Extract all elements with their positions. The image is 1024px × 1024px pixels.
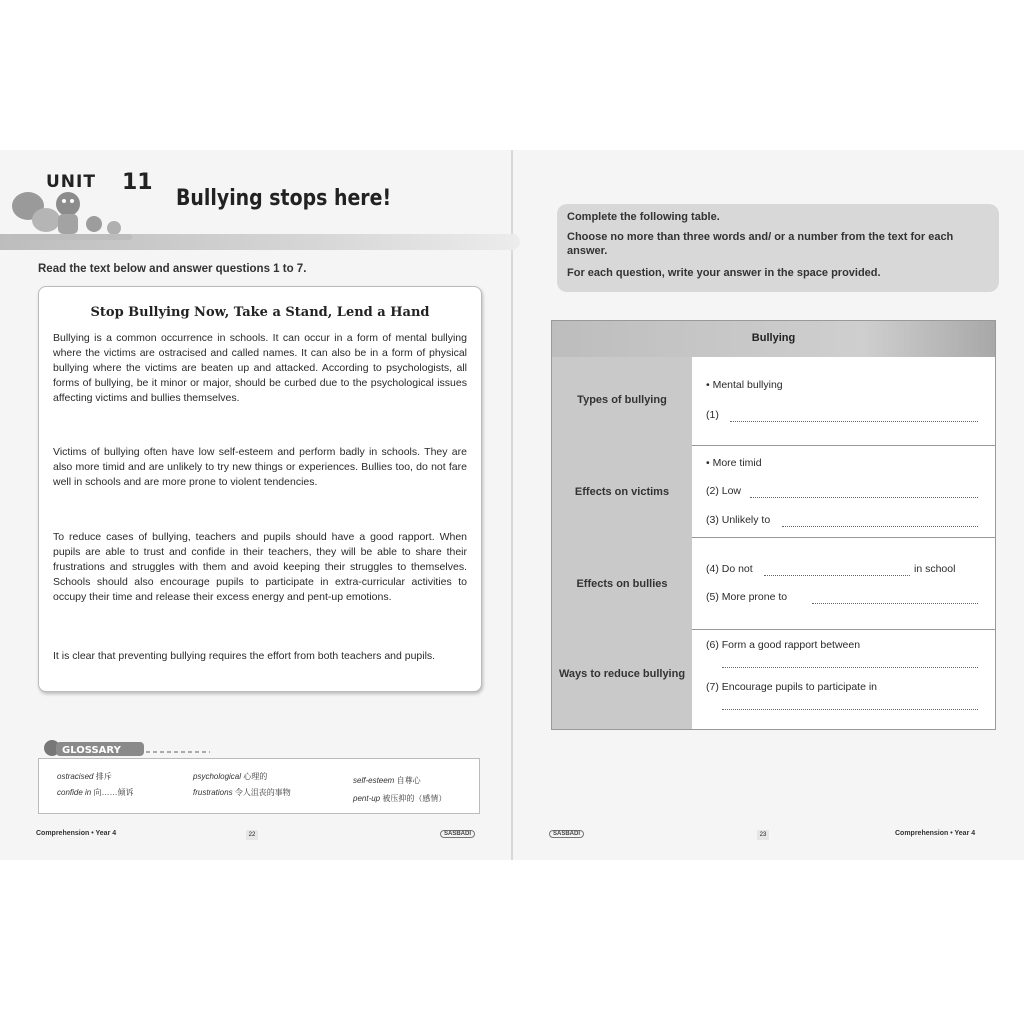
page-number: 23	[757, 830, 769, 840]
answer-blank-6[interactable]	[722, 667, 978, 668]
row-label: Effects on victims	[574, 486, 670, 498]
reading-instruction: Read the text below and answer questions 1 to 7.	[38, 263, 307, 275]
table-header-label: Bullying	[751, 332, 796, 344]
passage-paragraph: Victims of bullying often have low self-esteem and perform badly in schools. They are also more timid and are unlikely to try new things or experiences. Bullies too, do not fare well in schools and are more prone to violent tendencies.	[53, 446, 467, 488]
glossary-entry: psychological 心理的	[193, 772, 268, 781]
glossary-box	[38, 758, 480, 814]
row-divider	[692, 537, 995, 538]
answer-number: (6) Form a good rapport between	[706, 639, 861, 651]
glossary-entry: pent-up 被压抑的（感情）	[353, 794, 447, 803]
passage-paragraph: Bullying is a common occurrence in schools. It can occur in a form of mental bullying where the victims are ostracised and called names. It can also be in a form of physical bullying where the victims are beaten up and attacked. According to psychologists, all forms of bullying, be it minor or major, should be curbed due to the psychological issues affecting victims and bullies themselves.	[53, 332, 467, 404]
answer-number: (4) Do not	[706, 563, 753, 575]
glossary-entry: self-esteem 自尊心	[353, 776, 421, 785]
footer-book-title: Comprehension • Year 4	[895, 830, 976, 837]
answer-blank-7[interactable]	[722, 709, 978, 710]
publisher-logo: SASBADI	[549, 830, 584, 838]
answer-blank-3[interactable]	[782, 526, 978, 527]
table-header	[552, 321, 995, 357]
row-item: • More timid	[706, 457, 762, 469]
bullying-table	[551, 320, 996, 730]
answer-blank-1[interactable]	[730, 421, 978, 422]
answer-number: (1)	[706, 409, 719, 421]
footer-book-title: Comprehension • Year 4	[36, 830, 117, 837]
right-page	[513, 150, 1024, 860]
passage-title: Stop Bullying Now, Take a Stand, Lend a Hand	[90, 305, 430, 320]
answer-blank-2[interactable]	[750, 497, 978, 498]
row-label: Types of bullying	[577, 394, 667, 406]
glossary-title: GLOSSARY	[62, 745, 121, 756]
glossary-entry: frustrations 令人沮丧的事物	[193, 788, 291, 797]
left-page	[0, 150, 511, 860]
row-item: in school	[914, 563, 956, 575]
row-label: Ways to reduce bullying	[558, 668, 686, 680]
unit-title: Bullying stops here!	[176, 186, 392, 211]
instruction-line: Choose no more than three words and/ or a number from the text for each answer.	[567, 231, 954, 257]
instruction-line: For each question, write your answer in the space provided.	[567, 267, 881, 279]
passage-box	[38, 286, 482, 692]
answer-number: (3) Unlikely to	[706, 514, 771, 526]
glossary-entry: ostracised 排斥	[57, 772, 112, 781]
instruction-line: Complete the following table.	[567, 211, 720, 223]
row-item: • Mental bullying	[706, 379, 783, 391]
row-divider	[692, 629, 995, 630]
passage-paragraph: To reduce cases of bullying, teachers and pupils should have a good rapport. When pupils are able to trust and confide in their teachers, they will be able to share their frustrations and struggles with them and avoid keeping their struggles to themselves. Schools should also encourage pupils to participate in extra-curricular activities to occupy their time and release their excess energy and pent-up emotions.	[53, 531, 467, 603]
answer-number: (7) Encourage pupils to participate in	[706, 681, 878, 693]
publisher-logo: SASBADI	[440, 830, 475, 838]
answer-number: (5) More prone to	[706, 591, 788, 603]
row-label: Effects on bullies	[576, 578, 668, 590]
unit-label: UNIT	[46, 172, 96, 192]
instruction-box	[557, 204, 999, 292]
unit-number: 11	[122, 170, 153, 195]
answer-number: (2) Low	[706, 485, 742, 497]
passage-paragraph: It is clear that preventing bullying requires the effort from both teachers and pupils.	[53, 650, 436, 662]
row-divider	[692, 445, 995, 446]
answer-blank-5[interactable]	[812, 603, 978, 604]
glossary-ribbon	[42, 738, 212, 758]
glossary-entry: confide in 向……倾诉	[57, 788, 134, 797]
page-number: 22	[246, 830, 258, 840]
answer-blank-4[interactable]	[764, 575, 910, 576]
